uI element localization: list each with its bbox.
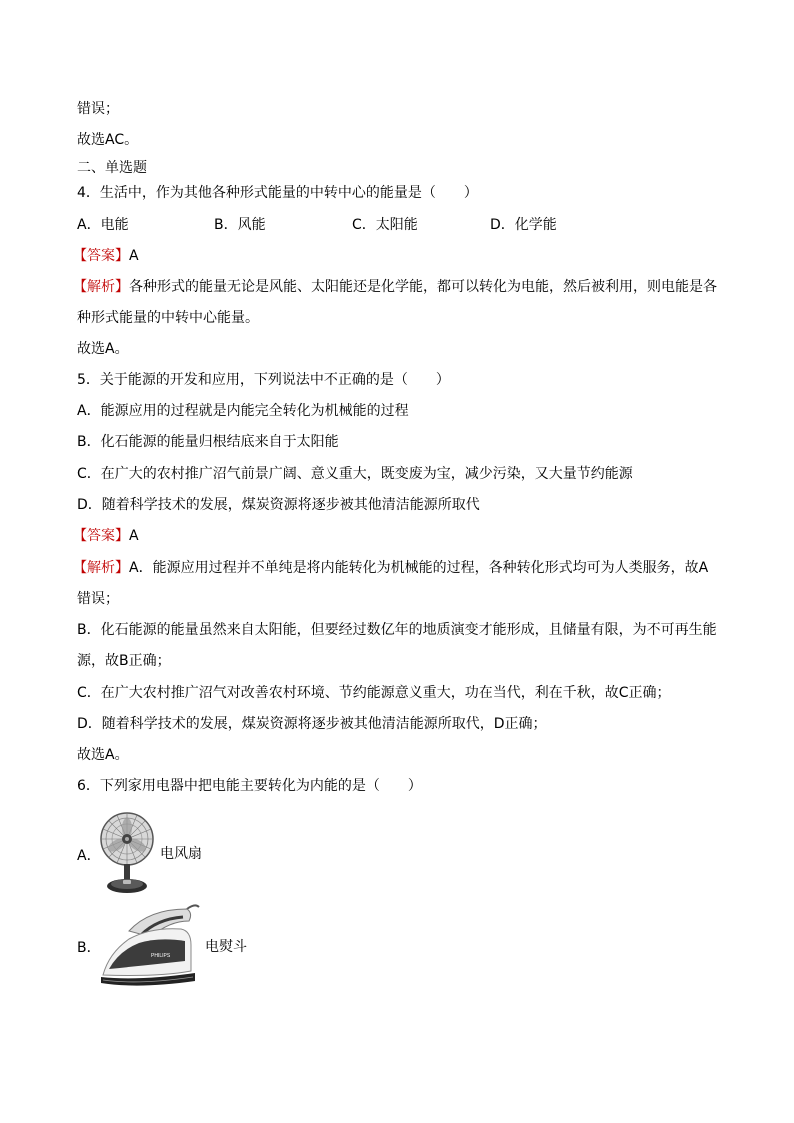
answer-value: A bbox=[129, 248, 139, 264]
q5-analysis-b-line1: B．化石能源的能量虽然来自太阳能，但要经过数亿年的地质演变才能形成，且储量有限，为不可再生能 bbox=[77, 622, 717, 638]
q6-option-b-label: B． bbox=[77, 940, 101, 956]
analysis-tag: 【解析】 bbox=[73, 560, 129, 576]
prev-conclusion: 故选AC。 bbox=[77, 132, 139, 148]
q4-analysis-line2: 种形式能量的中转中心能量。 bbox=[77, 310, 259, 326]
answer-tag: 【答案】 bbox=[73, 528, 129, 544]
q4-option-b: B．风能 bbox=[214, 217, 266, 233]
q6-option-a-label: A． bbox=[77, 848, 101, 864]
q5-stem: 5．关于能源的开发和应用，下列说法中不正确的是（ ） bbox=[77, 372, 450, 388]
q5-analysis-a-line1 bbox=[73, 558, 708, 578]
answer-value: A bbox=[129, 528, 139, 544]
analysis-text: 各种形式的能量无论是风能、太阳能还是化学能，都可以转化为电能，然后被利用，则电能是各 bbox=[129, 279, 717, 295]
q5-analysis-b-line2: 源，故B正确； bbox=[77, 653, 171, 669]
q4-answer bbox=[73, 246, 139, 266]
q6-option-b-caption: 电熨斗 bbox=[205, 939, 247, 955]
q5-conclusion: 故选A。 bbox=[77, 747, 129, 763]
q5-answer bbox=[73, 526, 139, 546]
q4-conclusion: 故选A。 bbox=[77, 341, 129, 357]
electric-fan-image bbox=[98, 812, 156, 896]
analysis-text: A．能源应用过程并不单纯是将内能转化为机械能的过程，各种转化形式均可为人类服务，故A bbox=[129, 560, 709, 576]
q4-stem: 4．生活中，作为其他各种形式能量的中转中心的能量是（ ） bbox=[77, 185, 478, 201]
electric-iron-image bbox=[99, 901, 200, 989]
q6-option-a-caption: 电风扇 bbox=[160, 846, 202, 862]
q4-analysis-line1 bbox=[73, 277, 717, 297]
q5-analysis-d: D．随着科学技术的发展，煤炭资源将逐步被其他清洁能源所取代，D正确； bbox=[77, 716, 547, 732]
section-heading: 二、单选题 bbox=[77, 160, 147, 176]
q4-option-a: A．电能 bbox=[77, 217, 129, 233]
analysis-tag: 【解析】 bbox=[73, 279, 129, 295]
q4-options bbox=[77, 215, 717, 235]
q4-option-d: D．化学能 bbox=[490, 217, 557, 233]
q5-option-c: C．在广大的农村推广沼气前景广阔、意义重大，既变废为宝，减少污染，又大量节约能源 bbox=[77, 466, 633, 482]
iron-brand-text: PHILIPS bbox=[151, 953, 171, 959]
prev-error-line: 错误； bbox=[77, 101, 119, 117]
q5-option-a: A．能源应用的过程就是内能完全转化为机械能的过程 bbox=[77, 403, 409, 419]
q6-stem: 6．下列家用电器中把电能主要转化为内能的是（ ） bbox=[77, 778, 422, 794]
q4-option-c: C．太阳能 bbox=[352, 217, 418, 233]
answer-tag: 【答案】 bbox=[73, 248, 129, 264]
q5-analysis-a-line2: 错误； bbox=[77, 591, 119, 607]
q5-option-d: D．随着科学技术的发展，煤炭资源将逐步被其他清洁能源所取代 bbox=[77, 497, 480, 513]
q5-option-b: B．化石能源的能量归根结底来自于太阳能 bbox=[77, 434, 339, 450]
q5-analysis-c: C．在广大农村推广沼气对改善农村环境、节约能源意义重大，功在当代，利在千秋，故C正确； bbox=[77, 685, 671, 701]
